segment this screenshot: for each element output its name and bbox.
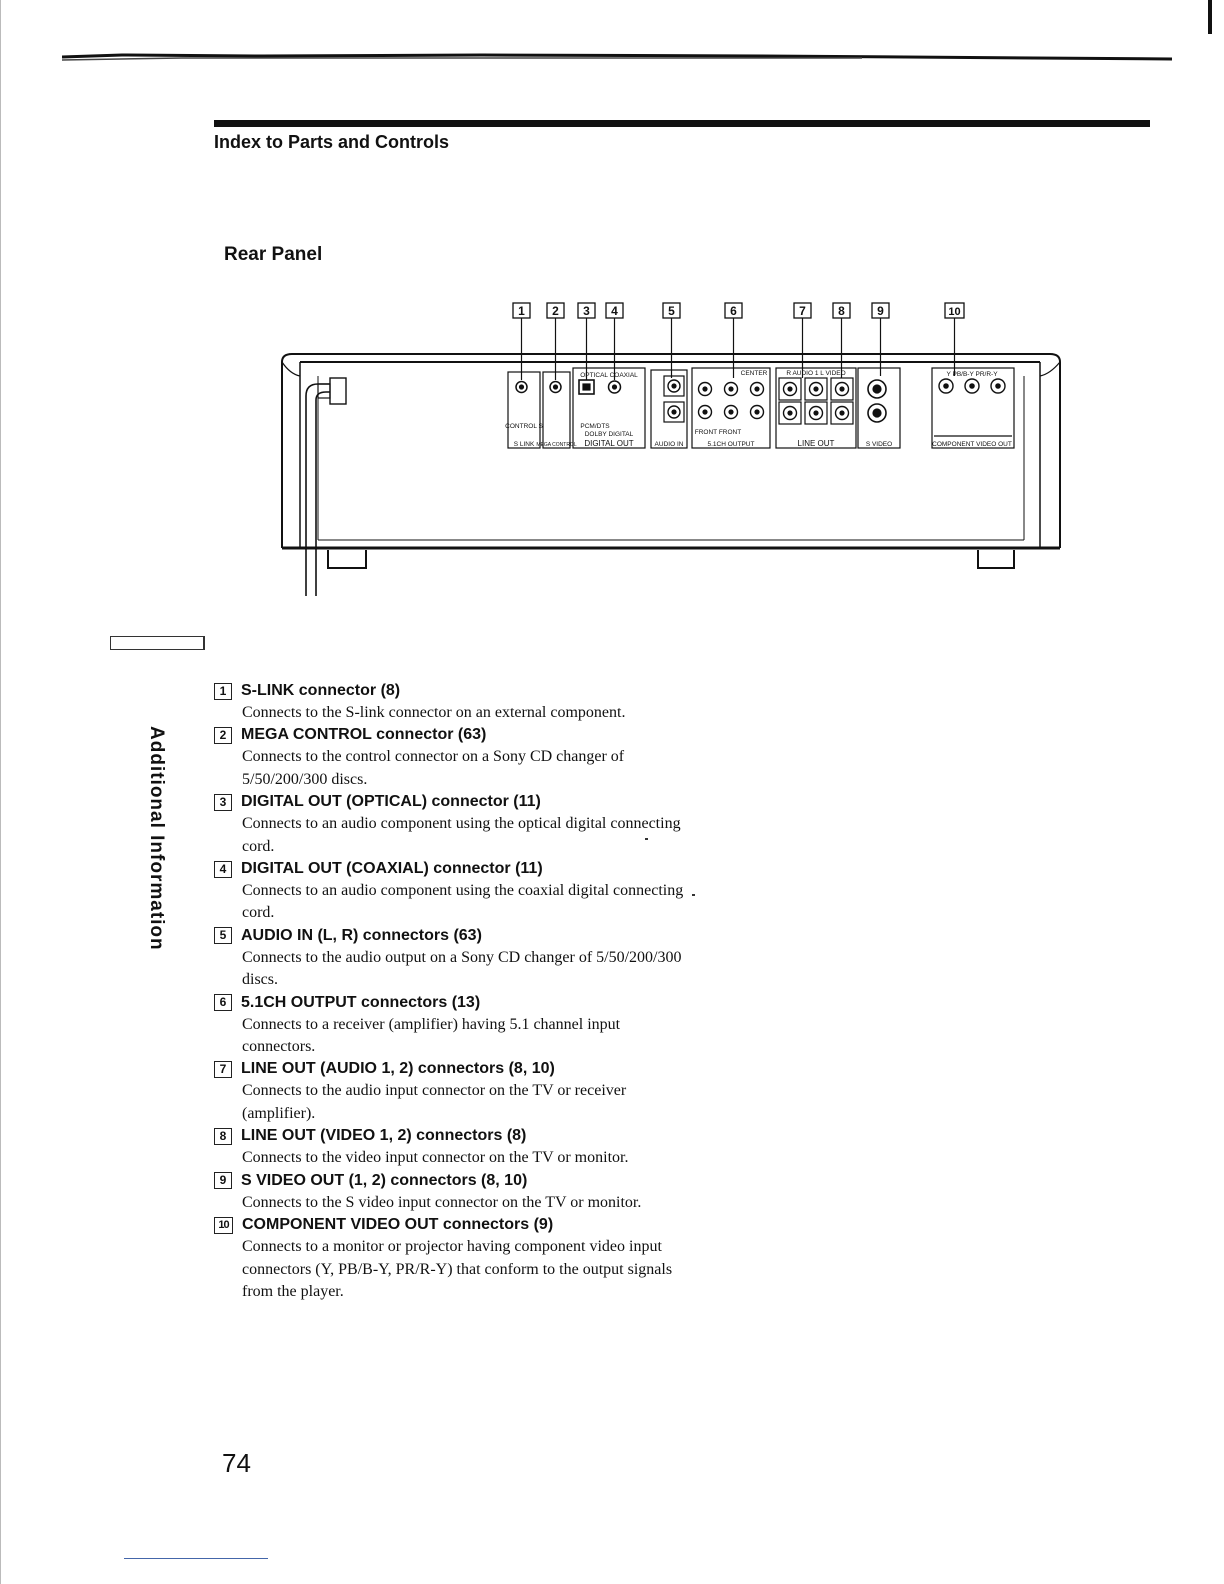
footer-line [124, 1558, 268, 1559]
item-description: Connects to a monitor or projector having component video input connectors (Y, PB/B-Y, PR/R-Y) that conform to the output signals from the player. [242, 1238, 673, 1300]
callout-num-5: 5 [668, 304, 675, 318]
item-description: Connects to the control connector on a Sony CD changer of 5/50/200/300 discs. [242, 748, 625, 788]
item-title: S-LINK connector (8) [241, 682, 401, 699]
item-number: 2 [214, 727, 232, 744]
label-center: CENTER [740, 370, 768, 377]
item-description: Connects to an audio component using the optical digital connecting cord. [242, 815, 681, 855]
callout-markers [513, 303, 964, 318]
item-title: DIGITAL OUT (OPTICAL) connector (11) [241, 793, 541, 811]
power-cord [306, 378, 346, 596]
parts-list [214, 680, 684, 1303]
page-number: 74 [222, 1448, 251, 1478]
label-digital-out: DIGITAL OUT [584, 439, 634, 448]
item-title: AUDIO IN (L, R) connectors (63) [241, 926, 482, 944]
label-component-header: Y PB/B-Y PR/R-Y [946, 371, 998, 378]
item-number: 6 [214, 994, 232, 1011]
label-dolby-digital: DOLBY DIGITAL [584, 431, 634, 438]
item-number: 3 [214, 794, 232, 811]
item-number: 8 [214, 1128, 232, 1145]
callout-num-4: 4 [611, 304, 618, 318]
label-control-s: CONTROL S [505, 423, 543, 430]
scan-speck [645, 838, 648, 840]
item-description: Connects to a receiver (amplifier) having 5.1 channel input connectors. [242, 1015, 621, 1056]
left-foot [328, 550, 366, 568]
list-item [214, 1058, 684, 1125]
list-item [214, 858, 684, 925]
list-item [214, 925, 684, 992]
subsection-title: Rear Panel [224, 244, 323, 265]
item-number: 7 [214, 1061, 232, 1078]
side-tab-label: Additional Information [146, 726, 167, 951]
scan-speck [692, 894, 695, 896]
label-optical-coaxial: OPTICAL COAXIAL [580, 372, 638, 379]
label-component-video-out: COMPONENT VIDEO OUT [932, 441, 1012, 448]
leader-lines [522, 318, 955, 380]
list-item [214, 1214, 684, 1303]
item-number: 4 [214, 861, 232, 878]
label-audio-video: R AUDIO 1 L VIDEO [786, 370, 846, 377]
list-item [214, 1125, 684, 1169]
item-description: Connects to an audio component using the coaxial digital connecting cord. [242, 882, 684, 922]
section-title: Index to Parts and Controls [214, 132, 450, 152]
callout-num-3: 3 [583, 304, 590, 318]
label-s-link: S LINK [513, 441, 535, 448]
callout-num-9: 9 [877, 304, 884, 318]
callout-num-6: 6 [730, 304, 737, 318]
list-item [214, 1170, 684, 1214]
item-number: 10 [214, 1217, 233, 1234]
list-item [214, 724, 684, 791]
item-description: Connects to the video input connector on the TV or monitor. [242, 1149, 629, 1167]
item-number: 1 [214, 683, 232, 700]
label-s-video: S VIDEO [865, 441, 893, 448]
item-description: Connects to the S video input connector on the TV or monitor. [242, 1193, 642, 1211]
rear-panel-diagram [0, 0, 1224, 620]
callout-num-1: 1 [518, 304, 525, 318]
label-5-1ch-output: 5.1CH OUTPUT [707, 441, 755, 448]
list-item [214, 992, 684, 1059]
item-number: 5 [214, 927, 232, 944]
label-line-out: LINE OUT [797, 439, 835, 448]
item-title: LINE OUT (VIDEO 1, 2) connectors (8) [241, 1127, 527, 1145]
item-description: Connects to the S-link connector on an external component. [242, 704, 626, 721]
chassis-outline [282, 354, 1060, 548]
callout-num-8: 8 [838, 304, 845, 318]
right-foot [978, 550, 1014, 568]
label-mega-control: MEGA CONTROL [536, 442, 577, 448]
callout-num-10: 10 [948, 306, 961, 318]
list-item [214, 791, 684, 858]
item-title: 5.1CH OUTPUT connectors (13) [241, 993, 481, 1011]
item-title: DIGITAL OUT (COAXIAL) connector (11) [241, 860, 543, 878]
callout-num-2: 2 [552, 304, 559, 318]
side-tab-marker [110, 636, 205, 650]
item-title: MEGA CONTROL connector (63) [241, 726, 487, 744]
item-number: 9 [214, 1172, 232, 1189]
label-pcm-dts: PCM/DTS [580, 423, 610, 430]
label-audio-in: AUDIO IN [654, 441, 684, 448]
item-title: LINE OUT (AUDIO 1, 2) connectors (8, 10) [241, 1060, 555, 1078]
item-description: Connects to the audio input connector on the TV or receiver (amplifier). [242, 1082, 627, 1122]
list-item [214, 680, 684, 724]
item-description: Connects to the audio output on a Sony CD changer of 5/50/200/300 discs. [242, 948, 682, 989]
callout-num-7: 7 [799, 304, 806, 318]
label-front: FRONT FRONT [694, 429, 742, 436]
item-title: S VIDEO OUT (1, 2) connectors (8, 10) [241, 1171, 528, 1189]
item-title: COMPONENT VIDEO OUT connectors (9) [242, 1216, 554, 1234]
